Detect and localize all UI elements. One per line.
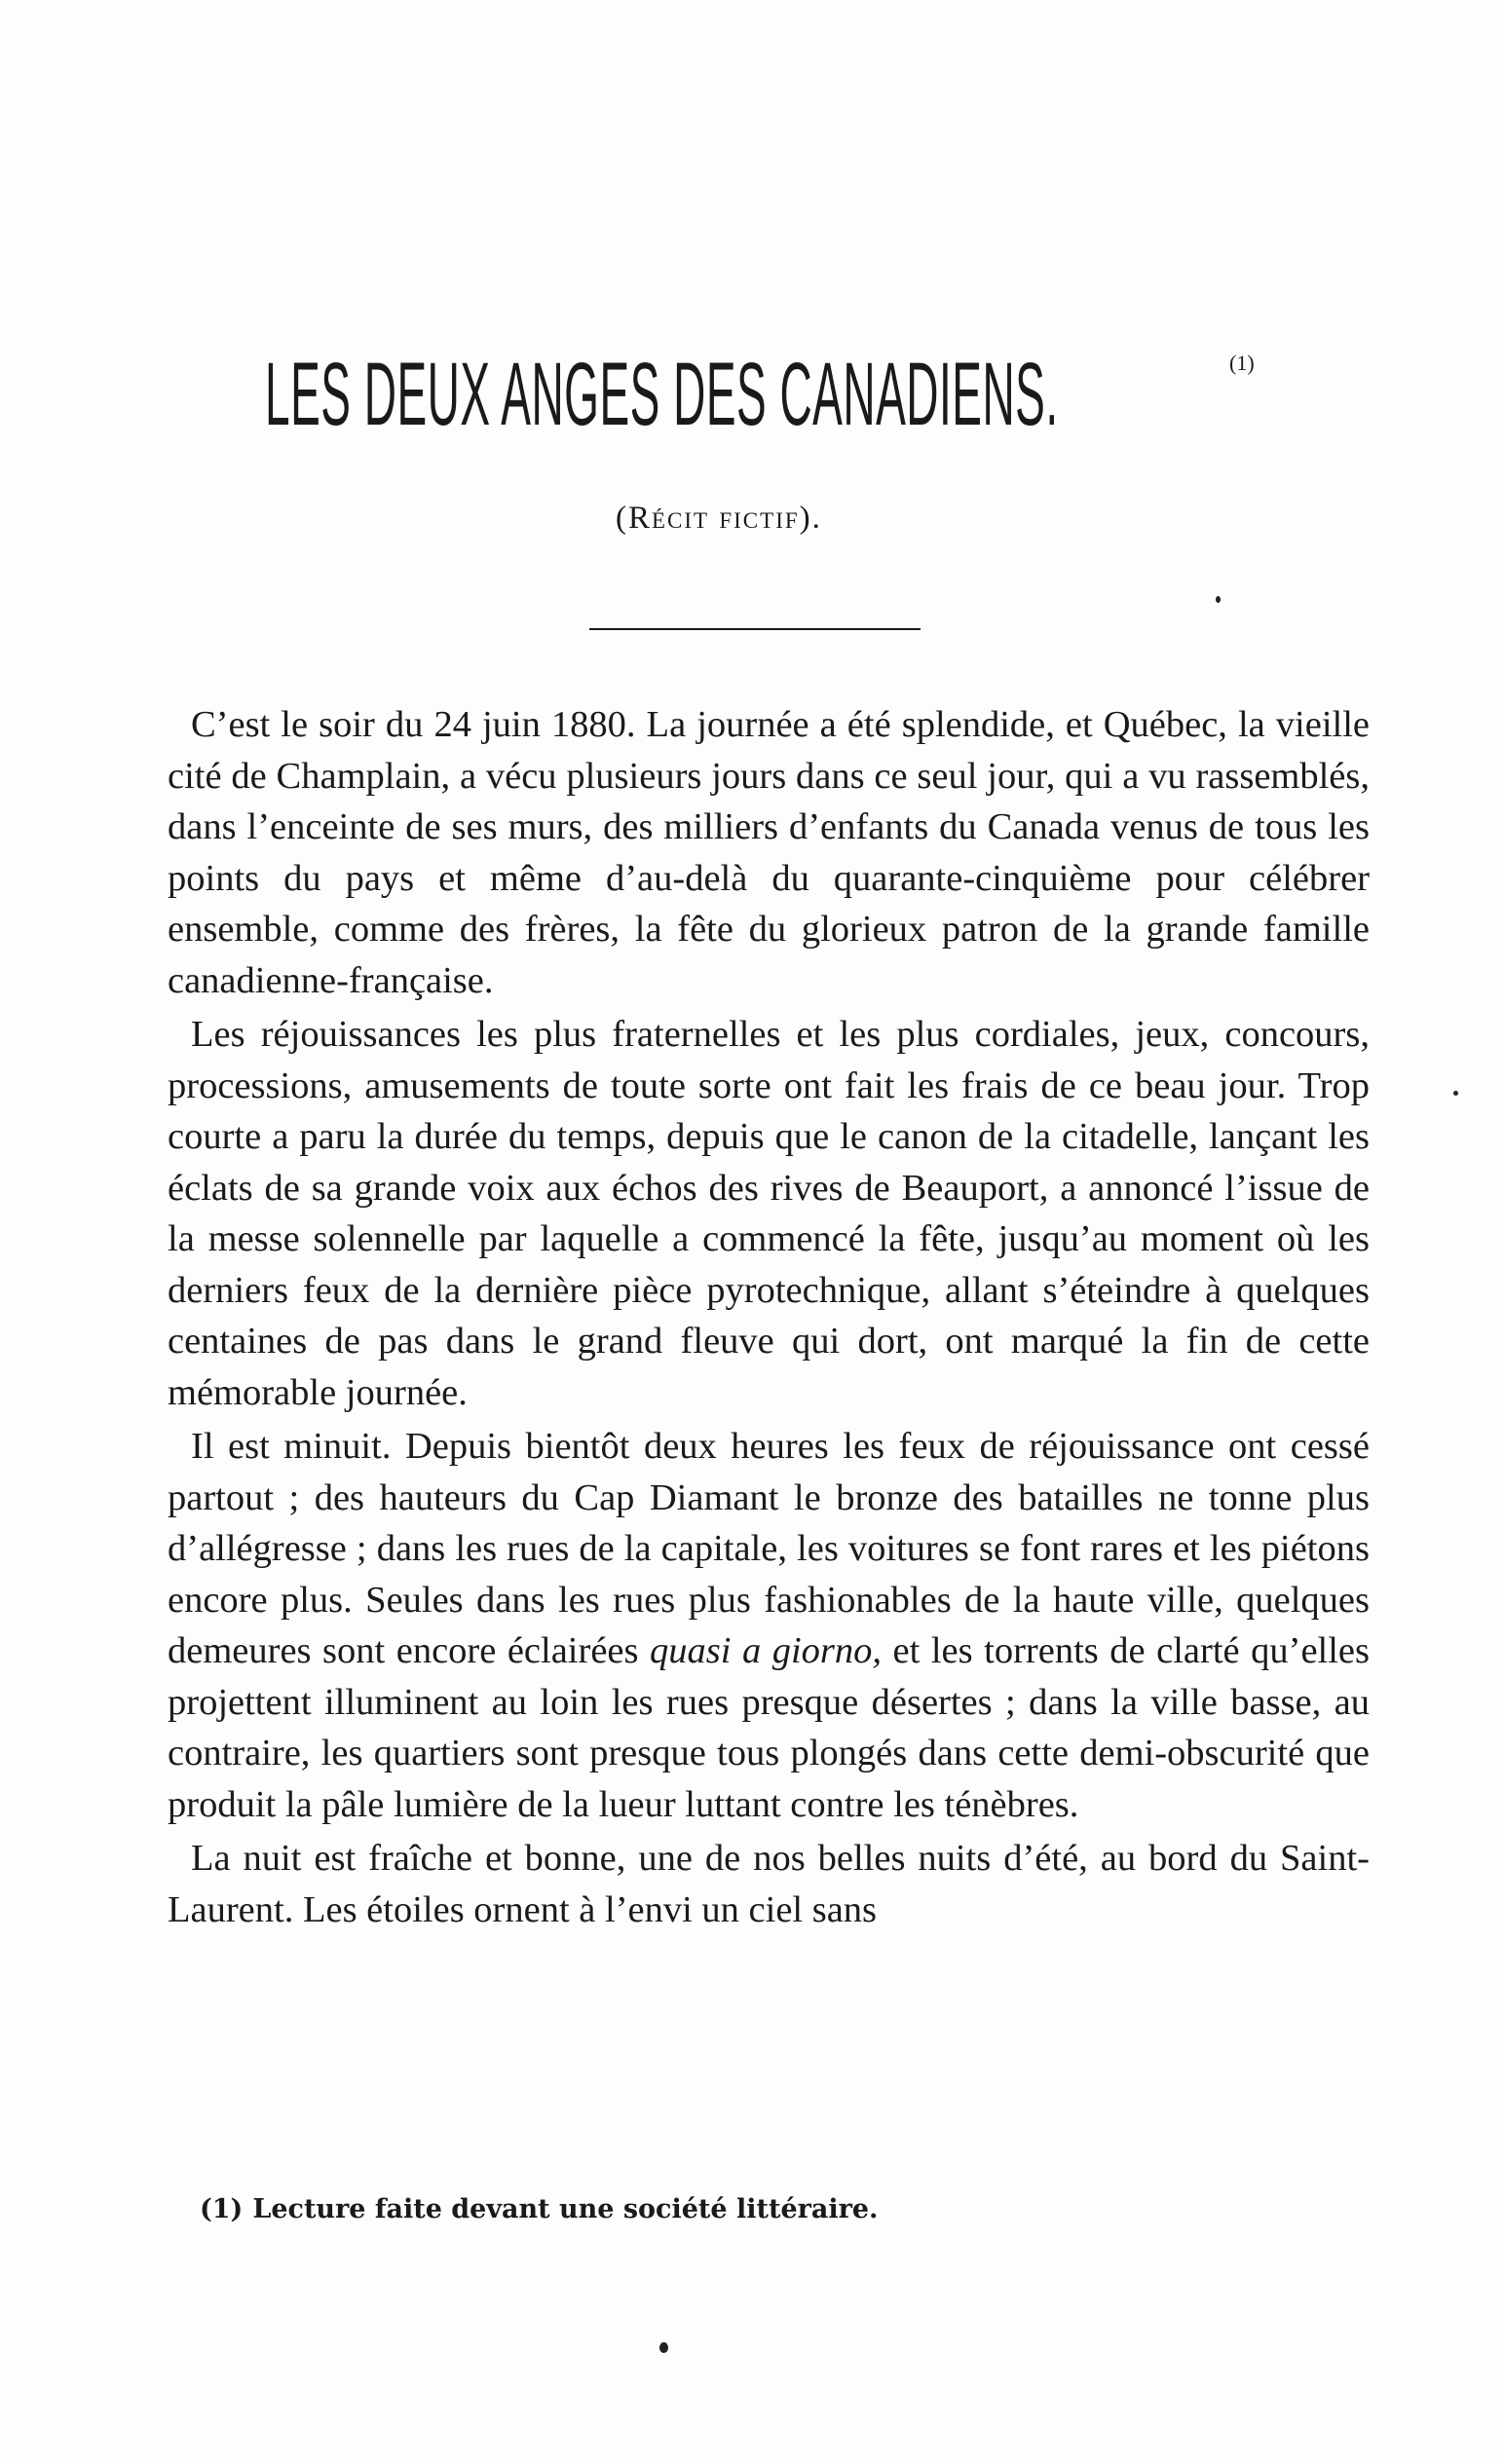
- paragraph-3: [168, 1421, 1370, 1830]
- page-subtitle: (Récit fictif).: [616, 501, 822, 536]
- paragraph-4: [168, 1833, 1370, 1935]
- paragraph-text: Les réjouissances les plus fraternelles et les plus cordiales, jeux, concours, processions, amusements de toute sorte ont fait les frais de ce beau jour. Trop courte a paru la durée du temps, depuis que le canon de la citadelle, lançant les éclats de sa grande voix aux échos des rives de Beauport, a annoncé l’issue de la messe solennelle par laquelle a commencé la fête, jusqu’au moment où les derniers feux de la dernière pièce pyrotechnique, allant s’éteindre à quelques centaines de pas dans le grand fleuve qui dort, ont marqué la fin de cette mémorable journée.: [168, 1014, 1370, 1413]
- ink-speck: [659, 2342, 668, 2353]
- footnote-mark: (1): [200, 2194, 244, 2224]
- paragraph-2: [168, 1009, 1370, 1418]
- paragraph-1: [168, 699, 1370, 1006]
- body-text: [168, 699, 1370, 1938]
- paragraph-text: C’est le soir du 24 juin 1880. La journée a été splendide, et Québec, la vieille cité de Champlain, a vécu plusieurs jours dans ce seul jour, qui a vu rassemblés, dans l’enceinte de ses murs, des milliers d’enfants du Canada venus de tous les points du pays et même d’au-delà du quarante-cinquième pour célébrer ensemble, comme des frères, la fête du glorieux patron de la grande famille canadienne-française.: [168, 704, 1370, 1001]
- paragraph-text: La nuit est fraîche et bonne, une de nos belles nuits d’été, au bord du Saint-Laurent. Les étoiles ornent à l’envi un ciel sans: [168, 1838, 1370, 1930]
- footnote: [200, 2193, 878, 2226]
- ink-speck: [1453, 1091, 1458, 1096]
- paragraph-text: Il est minuit. Depuis bientôt deux heures les feux de réjouissance ont cessé partout ; des hauteurs du Cap Diamant le bronze des batailles ne tonne plus d’allégresse ; dans les rues de la capitale, les voitures se font rares et les piétons encore plus. Seules dans les rues plus fashionables de la haute ville, quelques demeures sont encore éclairées: [168, 1426, 1370, 1671]
- title-divider: [589, 628, 921, 630]
- footnote-text: Lecture faite devant une société littéraire.: [252, 2194, 879, 2224]
- page-title: LES DEUX ANGES DES CANADIENS.: [265, 345, 1059, 444]
- italic-phrase: quasi a giorno,: [650, 1630, 883, 1671]
- paragraph-text-continued: et les torrents de clarté qu’elles projettent illuminent au loin les rues presque désertes ; dans la ville basse, au contraire, les quartiers sont presque tous plongés dans cette demi-obscurité que produit la pâle lumière de la lueur luttant contre les ténèbres.: [168, 1630, 1370, 1825]
- ink-speck: [1216, 596, 1221, 603]
- title-footnote-ref: (1): [1229, 351, 1255, 375]
